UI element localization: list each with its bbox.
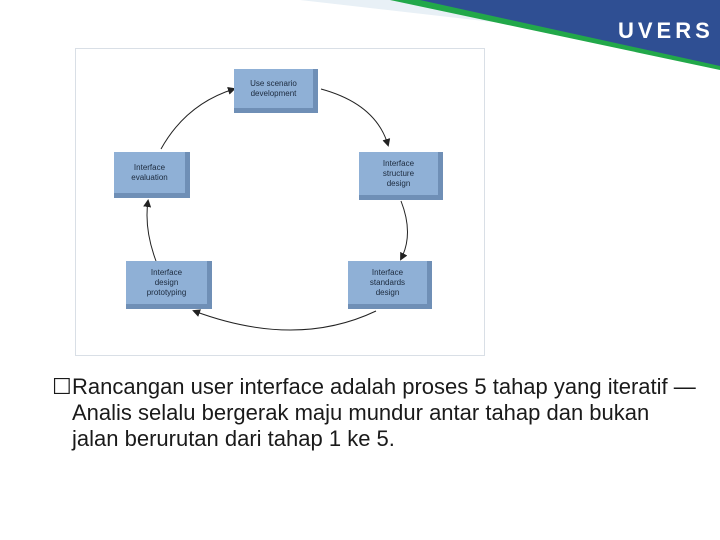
node-label: Interface evaluation <box>131 162 168 182</box>
node-label: Interface design prototyping <box>146 267 187 297</box>
node-label: Interface structure design <box>382 158 415 188</box>
node-label: Use scenario development <box>250 78 297 98</box>
arrow-structure-to-standards <box>401 201 408 259</box>
process-cycle-diagram <box>75 48 485 356</box>
bullet-box-icon: ☐ <box>52 374 72 399</box>
node-interface-standards-design <box>348 261 432 309</box>
body-paragraph <box>52 374 696 452</box>
node-use-scenario-development <box>234 69 318 113</box>
arrow-evaluation-to-scenario <box>161 89 234 149</box>
arrow-standards-to-prototyping <box>194 311 376 330</box>
node-interface-design-prototyping <box>126 261 212 309</box>
node-interface-evaluation <box>114 152 190 198</box>
arrow-prototyping-to-evaluation <box>147 201 156 261</box>
uvers-logo: UVERS <box>618 18 714 43</box>
node-interface-structure-design <box>359 152 443 200</box>
arrow-scenario-to-structure <box>321 89 388 145</box>
node-label: Interface standards design <box>369 267 406 297</box>
paragraph-text: Rancangan user interface adalah proses 5 tahap yang iteratif —Analis selalu bergerak maju mundur antar tahap dan bukan jalan berurutan dari tahap 1 ke 5. <box>72 374 696 451</box>
